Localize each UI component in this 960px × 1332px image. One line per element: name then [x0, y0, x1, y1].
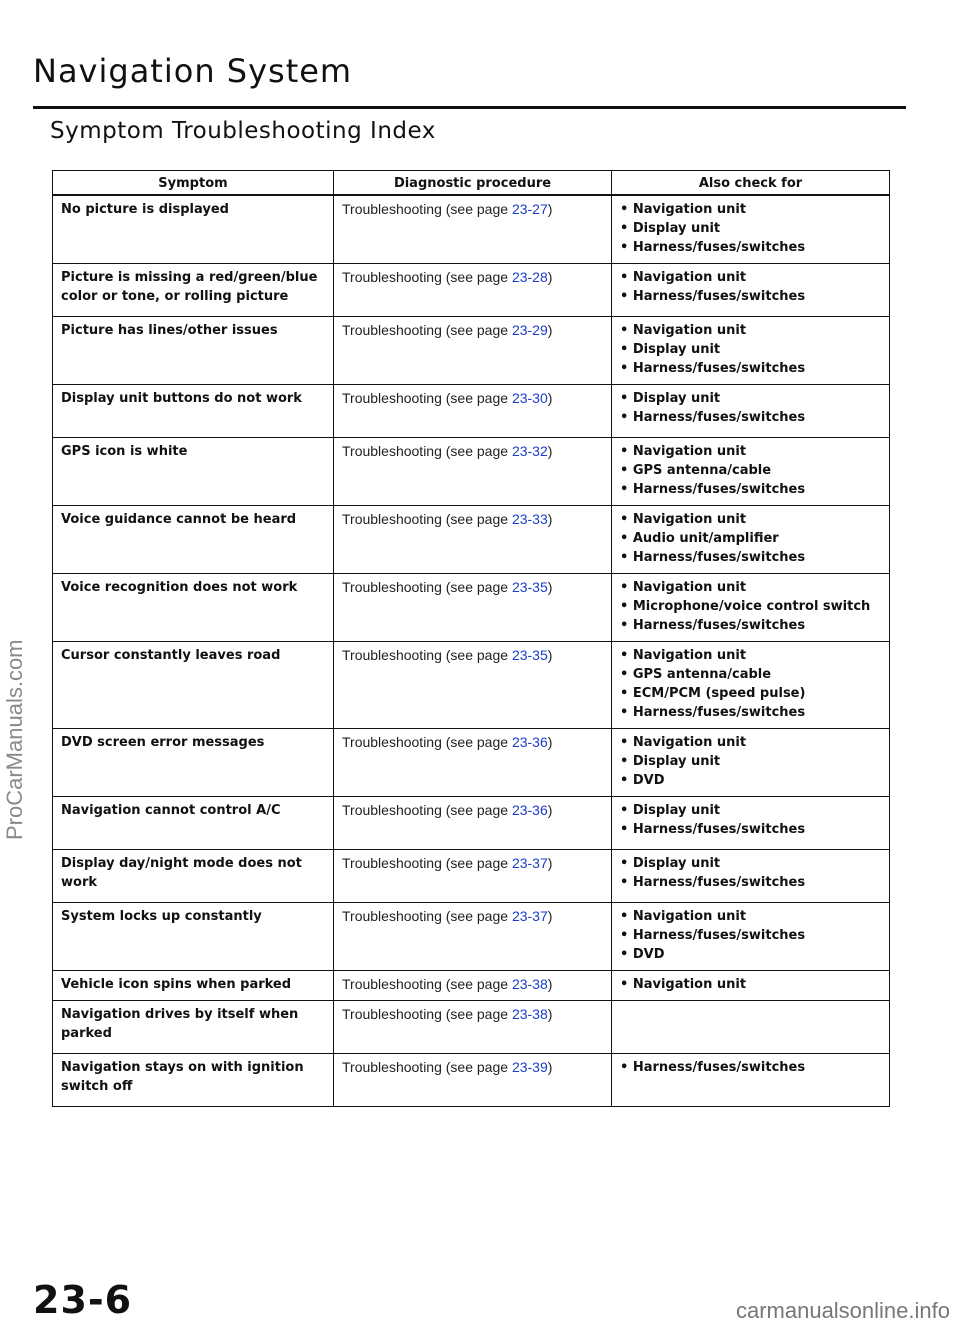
table-row	[53, 729, 890, 797]
diagnostic-procedure-cell	[334, 438, 612, 506]
check-list	[620, 733, 881, 790]
check-list	[620, 646, 881, 722]
check-item: • Navigation unit	[620, 907, 881, 926]
page-reference-link[interactable]: 23-30	[511, 390, 548, 406]
check-item: • Navigation unit	[620, 733, 881, 752]
check-item: • Harness/fuses/switches	[620, 359, 881, 378]
page-reference-link[interactable]: 23-35	[511, 647, 548, 663]
check-list	[620, 975, 881, 994]
symptom-cell: Picture is missing a red/green/blue color or tone, or rolling picture	[53, 264, 334, 317]
check-item: • Display unit	[620, 219, 881, 238]
check-list	[620, 801, 881, 839]
also-check-cell	[612, 850, 890, 903]
symptom-cell: Voice guidance cannot be heard	[53, 506, 334, 574]
check-item: • Navigation unit	[620, 321, 881, 340]
procedure-suffix: )	[547, 269, 553, 285]
check-item: • DVD	[620, 771, 881, 790]
title-rule	[33, 106, 906, 109]
check-item: • Harness/fuses/switches	[620, 480, 881, 499]
header-also-check-for: Also check for	[612, 171, 890, 196]
table-row	[53, 903, 890, 971]
check-item: • Harness/fuses/switches	[620, 703, 881, 722]
table-row	[53, 642, 890, 729]
check-item: • Navigation unit	[620, 646, 881, 665]
procedure-suffix: )	[547, 443, 553, 459]
table-row	[53, 574, 890, 642]
also-check-cell	[612, 438, 890, 506]
check-list	[620, 1058, 881, 1077]
procedure-suffix: )	[547, 201, 553, 217]
also-check-cell	[612, 506, 890, 574]
header-symptom: Symptom	[53, 171, 334, 196]
table-row	[53, 971, 890, 1001]
header-diagnostic-procedure: Diagnostic procedure	[334, 171, 612, 196]
page-reference-link[interactable]: 23-38	[511, 976, 548, 992]
procedure-suffix: )	[547, 908, 553, 924]
diagnostic-procedure-cell	[334, 385, 612, 438]
symptom-cell: Display day/night mode does not work	[53, 850, 334, 903]
table-body	[53, 195, 890, 1107]
page-reference-link[interactable]: 23-36	[511, 802, 548, 818]
diagnostic-procedure-cell	[334, 797, 612, 850]
procedure-suffix: )	[547, 734, 553, 750]
page-reference-link[interactable]: 23-27	[511, 201, 548, 217]
check-item: • Harness/fuses/switches	[620, 408, 881, 427]
check-item: • Display unit	[620, 854, 881, 873]
procedure-suffix: )	[547, 390, 553, 406]
diagnostic-procedure-cell	[334, 903, 612, 971]
check-item: • Harness/fuses/switches	[620, 873, 881, 892]
check-list	[620, 321, 881, 378]
check-item: • Harness/fuses/switches	[620, 287, 881, 306]
check-list	[620, 442, 881, 499]
procedure-text: Troubleshooting (see page	[342, 647, 512, 663]
check-item: • Harness/fuses/switches	[620, 820, 881, 839]
check-item: • ECM/PCM (speed pulse)	[620, 684, 881, 703]
also-check-cell	[612, 574, 890, 642]
check-list	[620, 578, 881, 635]
check-item: • Navigation unit	[620, 975, 881, 994]
diagnostic-procedure-cell	[334, 642, 612, 729]
table-row	[53, 264, 890, 317]
troubleshooting-table	[52, 170, 890, 1107]
also-check-cell	[612, 903, 890, 971]
procedure-text: Troubleshooting (see page	[342, 855, 512, 871]
check-item: • Harness/fuses/switches	[620, 1058, 881, 1077]
check-item: • Navigation unit	[620, 268, 881, 287]
symptom-cell: Navigation stays on with ignition switch off	[53, 1054, 334, 1107]
page-number: 23-6	[33, 1278, 133, 1322]
check-item: • Harness/fuses/switches	[620, 616, 881, 635]
table-row	[53, 797, 890, 850]
table-row	[53, 385, 890, 438]
symptom-cell: Cursor constantly leaves road	[53, 642, 334, 729]
check-item: • Microphone/voice control switch	[620, 597, 881, 616]
page-reference-link[interactable]: 23-37	[511, 908, 548, 924]
check-list	[620, 268, 881, 306]
table-row	[53, 850, 890, 903]
check-list	[620, 854, 881, 892]
procedure-suffix: )	[547, 511, 553, 527]
page-reference-link[interactable]: 23-39	[511, 1059, 548, 1075]
watermark-text: ProCarManuals.com	[2, 639, 27, 840]
symptom-cell: Navigation drives by itself when parked	[53, 1001, 334, 1054]
diagnostic-procedure-cell	[334, 317, 612, 385]
check-list	[620, 510, 881, 567]
check-list	[620, 200, 881, 257]
procedure-text: Troubleshooting (see page	[342, 802, 512, 818]
page-reference-link[interactable]: 23-29	[511, 322, 548, 338]
procedure-text: Troubleshooting (see page	[342, 201, 512, 217]
page-reference-link[interactable]: 23-35	[511, 579, 548, 595]
page-title: Navigation System	[33, 52, 353, 90]
table-row	[53, 1054, 890, 1107]
check-item: • Harness/fuses/switches	[620, 926, 881, 945]
symptom-cell: Picture has lines/other issues	[53, 317, 334, 385]
also-check-cell	[612, 264, 890, 317]
check-item: • Display unit	[620, 752, 881, 771]
diagnostic-procedure-cell	[334, 1054, 612, 1107]
procedure-text: Troubleshooting (see page	[342, 908, 512, 924]
procedure-suffix: )	[547, 1059, 553, 1075]
table-row	[53, 438, 890, 506]
table-row	[53, 1001, 890, 1054]
symptom-cell: Voice recognition does not work	[53, 574, 334, 642]
symptom-cell: Display unit buttons do not work	[53, 385, 334, 438]
procedure-text: Troubleshooting (see page	[342, 579, 512, 595]
also-check-cell	[612, 729, 890, 797]
also-check-cell	[612, 1054, 890, 1107]
check-item: • Display unit	[620, 340, 881, 359]
diagnostic-procedure-cell	[334, 264, 612, 317]
procedure-text: Troubleshooting (see page	[342, 1006, 512, 1022]
procedure-text: Troubleshooting (see page	[342, 511, 512, 527]
diagnostic-procedure-cell	[334, 506, 612, 574]
symptom-cell: No picture is displayed	[53, 195, 334, 264]
procedure-text: Troubleshooting (see page	[342, 322, 512, 338]
also-check-cell	[612, 385, 890, 438]
page-reference-link[interactable]: 23-37	[511, 855, 548, 871]
diagnostic-procedure-cell	[334, 1001, 612, 1054]
also-check-cell	[612, 971, 890, 1001]
page-reference-link[interactable]: 23-38	[511, 1006, 548, 1022]
site-url: carmanualsonline.info	[735, 1298, 950, 1323]
diagnostic-procedure-cell	[334, 574, 612, 642]
check-item: • DVD	[620, 945, 881, 964]
check-item: • Navigation unit	[620, 442, 881, 461]
watermark	[2, 540, 42, 840]
also-check-cell	[612, 317, 890, 385]
check-item: • Navigation unit	[620, 510, 881, 529]
diagnostic-procedure-cell	[334, 971, 612, 1001]
symptom-cell: Vehicle icon spins when parked	[53, 971, 334, 1001]
procedure-suffix: )	[547, 322, 553, 338]
procedure-suffix: )	[547, 1006, 553, 1022]
symptom-cell: System locks up constantly	[53, 903, 334, 971]
procedure-text: Troubleshooting (see page	[342, 1059, 512, 1075]
page-reference-link[interactable]: 23-32	[511, 443, 548, 459]
check-list	[620, 907, 881, 964]
table-row	[53, 506, 890, 574]
check-item: • Navigation unit	[620, 578, 881, 597]
procedure-suffix: )	[547, 579, 553, 595]
procedure-text: Troubleshooting (see page	[342, 734, 512, 750]
table-header-row	[53, 171, 890, 196]
symptom-cell: Navigation cannot control A/C	[53, 797, 334, 850]
procedure-text: Troubleshooting (see page	[342, 390, 512, 406]
page-reference-link[interactable]: 23-33	[511, 511, 548, 527]
diagnostic-procedure-cell	[334, 195, 612, 264]
procedure-suffix: )	[547, 647, 553, 663]
also-check-cell	[612, 1001, 890, 1054]
procedure-suffix: )	[547, 976, 553, 992]
check-item: • Audio unit/amplifier	[620, 529, 881, 548]
check-item: • Display unit	[620, 801, 881, 820]
symptom-cell: GPS icon is white	[53, 438, 334, 506]
check-item: • Navigation unit	[620, 200, 881, 219]
section-title: Symptom Troubleshooting Index	[50, 118, 436, 144]
check-item: • Harness/fuses/switches	[620, 238, 881, 257]
procedure-text: Troubleshooting (see page	[342, 443, 512, 459]
diagnostic-procedure-cell	[334, 850, 612, 903]
check-item: • GPS antenna/cable	[620, 461, 881, 480]
procedure-suffix: )	[547, 855, 553, 871]
table-row	[53, 195, 890, 264]
page-reference-link[interactable]: 23-36	[511, 734, 548, 750]
procedure-suffix: )	[547, 802, 553, 818]
table-row	[53, 317, 890, 385]
check-item: • GPS antenna/cable	[620, 665, 881, 684]
also-check-cell	[612, 195, 890, 264]
also-check-cell	[612, 642, 890, 729]
symptom-cell: DVD screen error messages	[53, 729, 334, 797]
also-check-cell	[612, 797, 890, 850]
check-item: • Harness/fuses/switches	[620, 548, 881, 567]
diagnostic-procedure-cell	[334, 729, 612, 797]
check-item: • Display unit	[620, 389, 881, 408]
procedure-text: Troubleshooting (see page	[342, 269, 512, 285]
check-list	[620, 389, 881, 427]
page-reference-link[interactable]: 23-28	[511, 269, 548, 285]
procedure-text: Troubleshooting (see page	[342, 976, 512, 992]
